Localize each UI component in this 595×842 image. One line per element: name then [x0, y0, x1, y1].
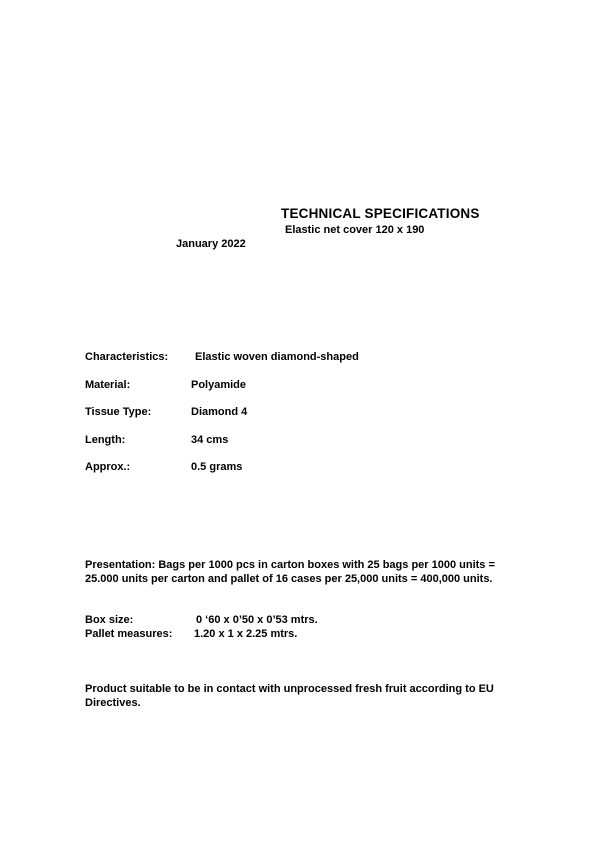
dimension-value-pallet: 1.20 x 1 x 2.25 mtrs. [194, 628, 298, 640]
spec-label-tissue-type: Tissue Type: [85, 406, 152, 418]
document-date: January 2022 [176, 238, 246, 250]
spec-value-material: Polyamide [191, 379, 247, 391]
dimension-value-box-size: 0 ‘60 x 0’50 x 0’53 mtrs. [196, 614, 318, 626]
compliance-paragraph [85, 682, 535, 710]
dimension-label-box-size: Box size: [85, 614, 134, 626]
presentation-paragraph [85, 558, 535, 586]
spec-value-tissue-type: Diamond 4 [191, 406, 248, 418]
spec-label-length: Length: [85, 434, 126, 446]
presentation-line-1: Presentation: Bags per 1000 pcs in carton boxes with 25 bags per 1000 units = [85, 559, 495, 571]
product-subtitle: Elastic net cover 120 x 190 [285, 224, 425, 236]
document-title: TECHNICAL SPECIFICATIONS [281, 206, 480, 221]
spec-value-characteristics: Elastic woven diamond-shaped [195, 351, 359, 363]
spec-label-material: Material: [85, 379, 131, 391]
presentation-line-2: 25.000 units per carton and pallet of 16 cases per 25,000 units = 400,000 units. [85, 573, 493, 585]
spec-label-characteristics: Characteristics: [85, 351, 169, 363]
compliance-line-2: Directives. [85, 697, 141, 709]
spec-value-approx: 0.5 grams [191, 461, 243, 473]
spec-value-length: 34 cms [191, 434, 229, 446]
compliance-line-1: Product suitable to be in contact with unprocessed fresh fruit according to EU [85, 683, 494, 695]
spec-label-approx: Approx.: [85, 461, 131, 473]
dimension-label-pallet: Pallet measures: [85, 628, 173, 640]
